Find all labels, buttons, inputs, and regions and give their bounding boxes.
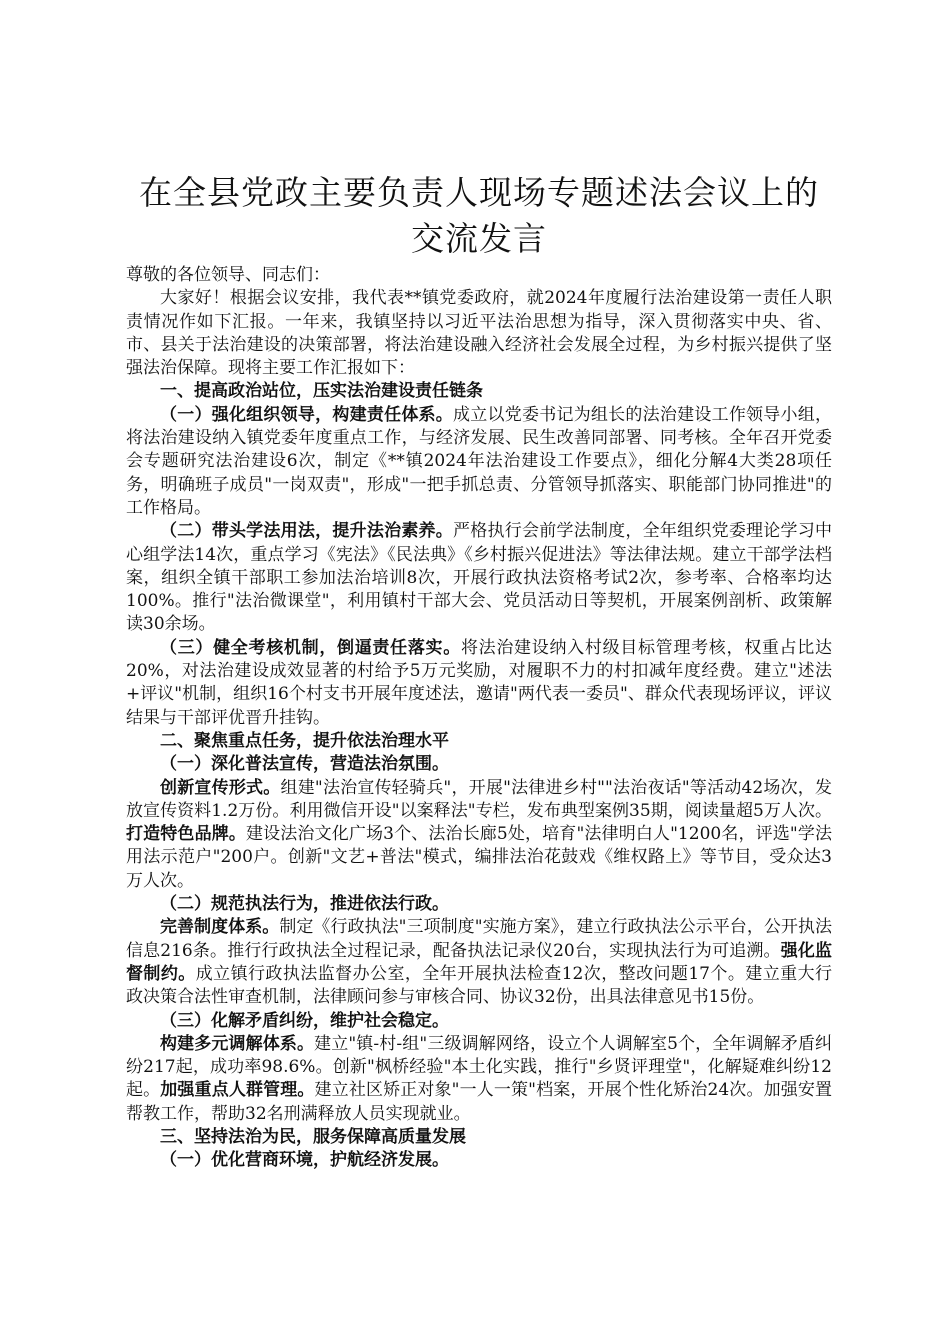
section-3-subheading-1: （一）优化营商环境，护航经济发展。 — [160, 1150, 449, 1171]
section-2-paragraph-1 — [126, 777, 832, 893]
section-1-heading: 一、提高政治站位，压实法治建设责任链条 — [160, 381, 483, 402]
paragraph-lead: 打造特色品牌。 — [126, 824, 246, 845]
section-1-paragraph-1 — [126, 404, 832, 520]
paragraph-body: 组建"法治宣传轻骑兵"，开展"法律进乡村""法治夜话"等活动42场次，发放宣传资料1.2万份。利用微信开设"以案释法"专栏，发布典型案例35期，阅读量超5万人次。 — [126, 777, 833, 821]
document-page — [126, 170, 832, 1173]
paragraph-body: 建立"镇-村-组"三级调解网络，设立个人调解室5个，全年调解矛盾纠纷217起，成功率98.6%。创新"枫桥经验"本土化实践，推行"乡贤评理堂"，化解疑难纠纷12起。 — [126, 1033, 832, 1101]
paragraph-lead: 强化监督制约。 — [126, 940, 833, 984]
paragraph-lead: （二）带头学法用法，提升法治素养。 — [160, 521, 454, 542]
section-1-paragraph-2 — [126, 520, 832, 636]
section-1-paragraph-3 — [126, 637, 832, 730]
section-2-subheading-1: （一）深化普法宣传，营造法治氛围。 — [160, 754, 449, 775]
paragraph-lead: （三）健全考核机制，倒逼责任落实。 — [160, 637, 461, 658]
paragraph-body: 严格执行会前学法制度，全年组织党委理论学习中心组学法14次，重点学习《宪法》《民法典》《乡村振兴促进法》等法律法规。建立干部学法档案，组织全镇干部职工参加法治培训8次，开展行政执法资格考试2次，参考率、合格率均达100%。推行"法治微课堂"，利用镇村干部大会、党员活动日等契机，开展案例剖析、政策解读30余场。 — [126, 521, 833, 635]
document-title: 在全县党政主要负责人现场专题述法会议上的交流发言 — [139, 173, 819, 258]
paragraph-body: 将法治建设纳入村级目标管理考核，权重占比达20%，对法治建设成效显著的村给予5万元奖励，对履职不力的村扣减年度经费。建立"述法+评议"机制，组织16个村支书开展年度述法，邀请"两代表一委员"、群众代表现场评议，评议结果与干部评优晋升挂钩。 — [126, 637, 833, 728]
section-2-subheading-3: （三）化解矛盾纠纷，维护社会稳定。 — [160, 1010, 449, 1031]
section-2-paragraph-2 — [126, 916, 832, 1009]
paragraph-body: 成立镇行政执法监督办公室，全年开展执法检查12次，整改问题17个。建立重大行政决策合法性审查机制，法律顾问参与审核合同、协议32份，出具法律意见书15份。 — [126, 963, 832, 1008]
paragraph-lead: 完善制度体系。 — [160, 917, 280, 938]
section-3-heading: 三、坚持法治为民，服务保障高质量发展 — [160, 1126, 466, 1147]
section-2-heading: 二、聚焦重点任务，提升依法治理水平 — [160, 730, 449, 751]
paragraph-lead: 创新宣传形式。 — [160, 777, 281, 798]
paragraph-body: 建设法治文化广场3个、法治长廊5处，培育"法律明白人"1200名，评选"学法用法示范户"200户。创新"文艺+普法"模式，编排法治花鼓戏《维权路上》等节目，受众达3万人次。 — [126, 824, 833, 891]
paragraph-lead: 加强重点人群管理。 — [160, 1080, 315, 1101]
intro-paragraph: 大家好！根据会议安排，我代表**镇党委政府，就2024年度履行法治建设第一责任人职责情况作如下汇报。一年来，我镇坚持以习近平法治思想为指导，深入贯彻落实中央、省、市、县关于法治建设的决策部署，将法治建设融入经济社会发展全过程，为乡村振兴提供了坚强法治保障。现将主要工作汇报如下： — [126, 288, 832, 379]
salutation: 尊敬的各位领导、同志们： — [126, 265, 330, 285]
paragraph-lead: （一）强化组织领导，构建责任体系。 — [160, 404, 454, 425]
section-2-paragraph-3 — [126, 1033, 832, 1126]
section-2-subheading-2: （二）规范执法行为，推进依法行政。 — [160, 894, 449, 915]
paragraph-body: 制定《行政执法"三项制度"实施方案》，建立行政执法公示平台，公开执法信息216条。推行行政执法全过程记录，配备执法记录仪20台，实现执法行为可追溯。 — [126, 917, 832, 961]
paragraph-lead: 构建多元调解体系。 — [160, 1033, 315, 1054]
paragraph-body: 建立社区矫正对象"一人一策"档案，开展个性化矫治24次。加强安置帮教工作，帮助32名刑满释放人员实现就业。 — [126, 1080, 833, 1124]
paragraph-body: 成立以党委书记为组长的法治建设工作领导小组，将法治建设纳入镇党委年度重点工作，与经济发展、民生改善同部署、同考核。全年召开党委会专题研究法治建设6次，制定《**镇2024年法治建设工作要点》，细化分解4大类28项任务，明确班子成员"一岗双责"，形成"一把手抓总责、分管领导抓落实、职能部门协同推进"的工作格局。 — [126, 404, 833, 518]
